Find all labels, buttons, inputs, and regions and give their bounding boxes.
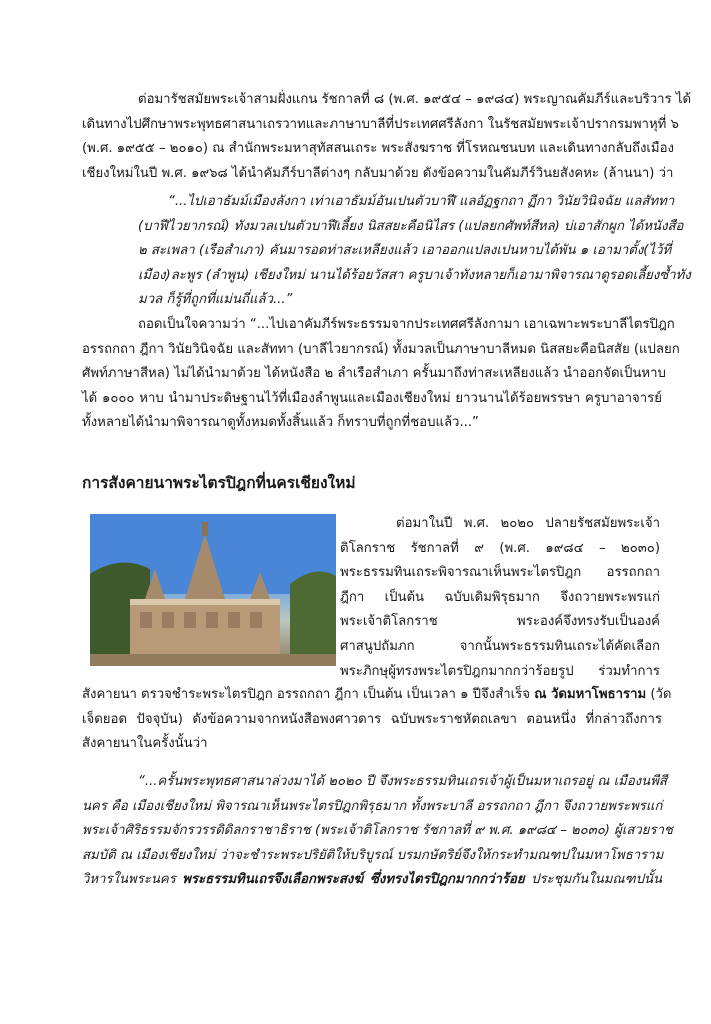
quote-chronicle (82, 770, 673, 893)
text-segment: (วัด (646, 687, 672, 702)
text-segment: พระภิกษุผู้ทรงพระไตรปิฎกมากกว่าร้อยรูป ร่วมทำการ (340, 663, 660, 679)
section-heading: การสังคายนาพระไตรปิฎกที่นครเชียงใหม่ (82, 474, 356, 492)
text-segment: เมือง)ละพูร (ลำพูน) เชียงใหม่ นานได้ร้อยวัสสา ครูบาเจ้าทังหลายก็เอามาพิจารณาดูรอดเลี้ยงซ้ำทัง (138, 267, 691, 283)
text-segment: พระเจ้าติโลกราช พระองค์จึงทรงรับเป็นองค์ (340, 614, 660, 630)
paragraph-translation (82, 313, 680, 436)
chedi-illustration (90, 514, 336, 666)
text-segment: ๒ สะเพลา (เรือสำเภา) คันมารอดท่าสะเหลียงแล้ว เอาออกแปลงเปนหาบได้พัน ๑ เอามาตั้ง(ไว้ที่ (138, 243, 672, 259)
text-segment: ทั้งหลายได้นำมาพิจารณาดูทั้งหมดทั้งสิ้นแล้ว ก็ทราบที่ถูกที่ชอบแล้ว...” (82, 415, 479, 431)
text-line (82, 770, 667, 795)
bold-text: พระธรรมทินเถรจึงเลือกพระสงฆ์ ซึ่งทรงไตรปิฎกมากกว่าร้อย (182, 872, 525, 888)
text-segment: ศาสนูปถัมภก จากนั้นพระธรรมทินเถระได้คัดเลือก (340, 638, 660, 654)
text-line (82, 868, 662, 893)
text-line (82, 795, 662, 820)
text-segment: ศัพท์ภาษาสีหล) ไม่ได้นำมาด้วย ได้หนังสือ ๒ ลำเรือสำเภา ครั้นมาถึงท่าสะเหลียงแล้ว นำออกจัดเป็นหาบ (82, 366, 666, 382)
text-segment: “...ครั้นพระพุทธศาสนาล่วงมาได้ ๒๐๒๐ ปี จึงพระธรรมทินเถรเจ้าผู้เป็นมหาเถรอยู่ ณ เมืองนพีสี (138, 774, 667, 789)
text-line (82, 288, 662, 313)
text-segment: ต่อมาในปี พ.ศ. ๒๐๒๐ ปลายรัชสมัยพระเจ้า (396, 516, 660, 531)
text-line (82, 215, 684, 240)
text-segment: พระเจ้าศิริธรรมจักรวรรดิดิลกราชาธิราช (พระเจ้าติโลกราช รัชกาลที่ ๙ พ.ศ. ๑๙๘๔ – ๒๐๓๐) ผู้เสวยราช (82, 823, 673, 839)
text-line (340, 512, 660, 537)
text-segment: ได้ ๑๐๐๐ หาบ นำมาประดิษฐานไว้ที่เมืองลำพูนและเมืองเชียงใหม่ ยาวนานได้ร้อยพรรษา ครูบาอาจารย์ (82, 390, 662, 406)
text-segment: เชียงใหม่ในปี พ.ศ. ๑๙๖๘ ได้นำคัมภีร์บาลีต่างๆ กลับมาด้วย ดังข้อความในคัมภีร์วินยสังคหะ (ล้านนา) ว่า (82, 165, 674, 181)
text-line (82, 313, 675, 338)
text-segment: “...ไปเอาธัมม์เมืองลังกา เท่าเอาธัมม์อันเปนตัวบาฬี แลอัฏฐกถา ฏีกา วินัยวินิจฉัย แลสัททา (168, 194, 675, 209)
text-line (340, 635, 660, 660)
wat-chet-yot-photo (90, 514, 336, 666)
text-line (82, 137, 674, 162)
text-line (82, 113, 679, 138)
text-segment: สมบัติ ณ เมืองเชียงใหม่ ว่าจะชำระพระปริยัติให้บริบูรณ์ บรมกษัตริย์จึงให้กระทำมณฑปในมหาโพธาราม (82, 847, 664, 863)
text-line (340, 586, 660, 611)
text-segment: ต่อมารัชสมัยพระเจ้าสามฝั่งแกน รัชกาลที่ ๘ (พ.ศ. ๑๙๕๔ – ๑๙๘๔) พระญาณคัมภีร์และบริวาร ได้ (138, 92, 692, 107)
text-line (82, 708, 662, 733)
text-line (82, 387, 662, 412)
text-segment: ถอดเป็นใจความว่า “...ไปเอาคัมภีร์พระธรรมจากประเทศศรีลังกามา เอาเฉพาะพระบาลีไตรปิฎก (138, 317, 675, 332)
text-segment: ประชุมกันในมณฑปนั้น (524, 872, 663, 888)
text-segment: ติโลกราช รัชกาลที่ ๙ (พ.ศ. ๑๙๘๔ – ๒๐๓๐) (340, 540, 660, 556)
text-line (82, 190, 675, 215)
text-segment: วิหารในพระนคร (82, 872, 183, 888)
text-segment: นคร คือ เมืองเชียงใหม่ พิจารณาเห็นพระไตรปิฎกพิรุธมาก ทั้งพระบาลี อรรถกถา ฎีกา จึงถวายพระพรแก่ (82, 798, 663, 814)
bold-text: ณ วัดมหาโพธาราม (534, 687, 647, 702)
text-segment: สังคายนา ตรวจชำระพระไตรปิฎก อรรถกถา ฎีกา เป็นต้น เป็นเวลา ๑ ปีจึงสำเร็จ (82, 687, 535, 702)
text-line (82, 411, 662, 436)
text-line (82, 338, 680, 363)
text-segment: มวล ก็รู้ที่ถูกที่แม่นถี่แล้ว...” (138, 292, 293, 308)
text-segment: (บาฬีไวยากรณ์) ทังมวลเปนตัวบาฬีเลี้ยง นิสสยะคือนิไสร (แปลยกศัพท์สีหล) บ่เอาสักผูก ได้หนังสือ (138, 218, 684, 234)
paragraph-samfangkaen (82, 88, 692, 186)
text-line (82, 844, 662, 869)
text-line (82, 362, 666, 387)
text-line (82, 732, 662, 757)
text-line (340, 610, 660, 635)
text-line (82, 264, 691, 289)
paragraph-council (82, 683, 672, 757)
text-line (82, 88, 692, 113)
text-line (340, 660, 660, 685)
text-segment: เดินทางไปศึกษาพระพุทธศาสนาเถรวาทและภาษาบาลีที่ประเทศศรีลังกา ในรัชสมัยพระเจ้าปรากรมพาหุที่ ๖ (82, 116, 679, 132)
text-line (340, 561, 660, 586)
text-line (82, 162, 674, 187)
quote-vinayasangaha (82, 190, 691, 313)
paragraph-tilokarat (340, 512, 660, 684)
text-segment: (พ.ศ. ๑๙๕๕ – ๒๐๑๐) ณ สำนักพระมหาสุทัสสนเถระ พระสังฆราช ที่โรหณชนบท และเดินทางกลับถึงเมือง (82, 141, 674, 157)
text-segment: เจ็ดยอด ปัจจุบัน) ดังข้อความจากหนังสือพงศาวดาร ฉบับพระราชหัตถเลขา ตอนหนึ่ง ที่กล่าวถึงการ (82, 711, 662, 727)
text-line (82, 683, 672, 708)
text-segment: ฎีกา เป็นต้น ฉบับเดิมพิรุธมาก จึงถวายพระพรแก่ (340, 589, 660, 605)
text-segment: พระธรรมทินเถระพิจารณาเห็นพระไตรปิฎก อรรถกถา (340, 565, 660, 581)
text-segment: อรรถกถา ฎีกา วินัยวินิจฉัย และสัททา (บาลีไวยากรณ์) ทั้งมวลเป็นภาษาบาลีหมด นิสสยะคือนิสสัย (แปลยก (82, 341, 680, 357)
text-line (82, 239, 672, 264)
text-line (82, 819, 673, 844)
text-line (340, 537, 660, 562)
text-segment: สังคายนาในครั้งนั้นว่า (82, 736, 208, 752)
